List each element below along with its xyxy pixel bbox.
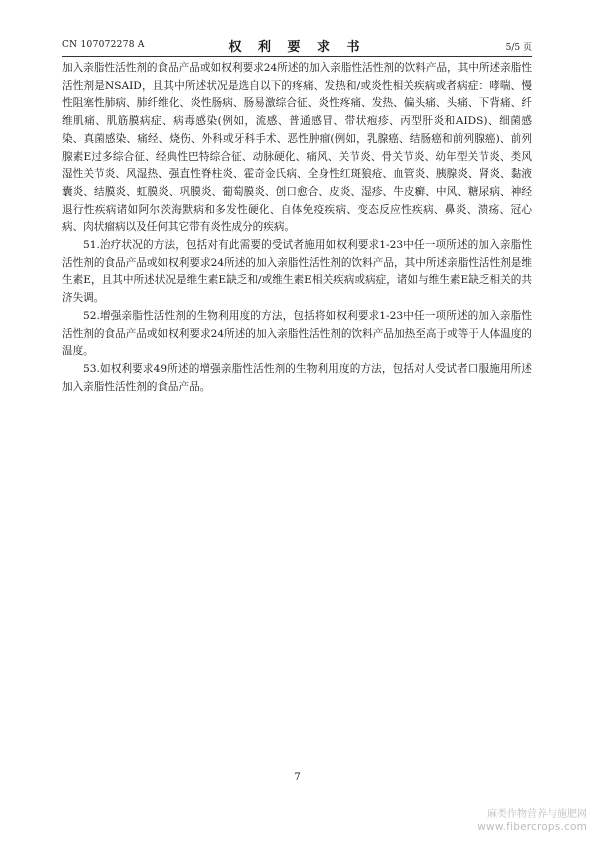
claims-body bbox=[62, 60, 532, 396]
claim-53: 53.如权利要求49所述的增强亲脂性活性剂的生物利用度的方法，包括对人受试者口服施用所述加入亲脂性活性剂的食品产品。 bbox=[62, 362, 532, 393]
claim-51: 51.治疗状况的方法，包括对有此需要的受试者施用如权利要求1-23中任一项所述的加入亲脂性活性剂的食品产品或如权利要求24所述的加入亲脂性活性剂的饮料产品，其中所述亲脂性活性剂是维生素E，且其中所述状况是维生素E缺乏和/或维生素E相关疾病或病症，诸如与维生素E缺乏相关的共济失调。 bbox=[62, 239, 532, 305]
watermark-name: 麻类作物营养与施肥网 bbox=[487, 809, 587, 820]
page-number: 7 bbox=[294, 772, 301, 783]
publication-number: CN 107072278 A bbox=[62, 40, 145, 50]
page-indicator: 5/5 页 bbox=[505, 43, 532, 53]
claim-50-continuation: 加入亲脂性活性剂的食品产品或如权利要求24所述的加入亲脂性活性剂的饮料产品，其中所述亲脂性活性剂是NSAID，且其中所述状况是选自以下的疼痛、发热和/或炎性相关疾病或者病症：哮喘、慢性阻塞性肺病、肺纤维化、炎性肠病、肠易激综合征、炎性疼痛、发热、偏头痛、头痛、下背痛、纤维肌痛、肌筋膜病症、病毒感染(例如，流感、普通感冒、带状疱疹、丙型肝炎和AIDS)、细菌感染、真菌感染、痛经、烧伤、外科或牙科手术、恶性肿瘤(例如，乳腺癌、结肠癌和前列腺癌)、前列腺素E过多综合征、经典性巴特综合征、动脉硬化、痛风、关节炎、骨关节炎、幼年型关节炎、类风湿性关节炎、风湿热、强直性脊柱炎、霍奇金氏病、全身性红斑狼疮、血管炎、胰腺炎、肾炎、黏液囊炎、结膜炎、虹膜炎、巩膜炎、葡萄膜炎、创口愈合、皮炎、湿疹、牛皮癣、中风、糖尿病、神经退行性疾病诸如阿尔茨海默病和多发性硬化、自体免疫疾病、变态反应性疾病、鼻炎、溃疡、冠心病、肉状瘤病以及任何其它带有炎性成分的疾病。 bbox=[62, 62, 532, 234]
document-title: 权 利 要 求 书 bbox=[228, 40, 366, 55]
claim-52: 52.增强亲脂性活性剂的生物利用度的方法，包括将如权利要求1-23中任一项所述的加入亲脂性活性剂的食品产品或如权利要求24所述的加入亲脂性活性剂的饮料产品加热至高于或等于人体温度的温度。 bbox=[62, 309, 532, 358]
header-divider bbox=[62, 56, 532, 57]
page-header bbox=[62, 38, 532, 55]
watermark-url: www.fibercrops.com bbox=[477, 821, 587, 833]
site-watermark bbox=[477, 808, 587, 834]
